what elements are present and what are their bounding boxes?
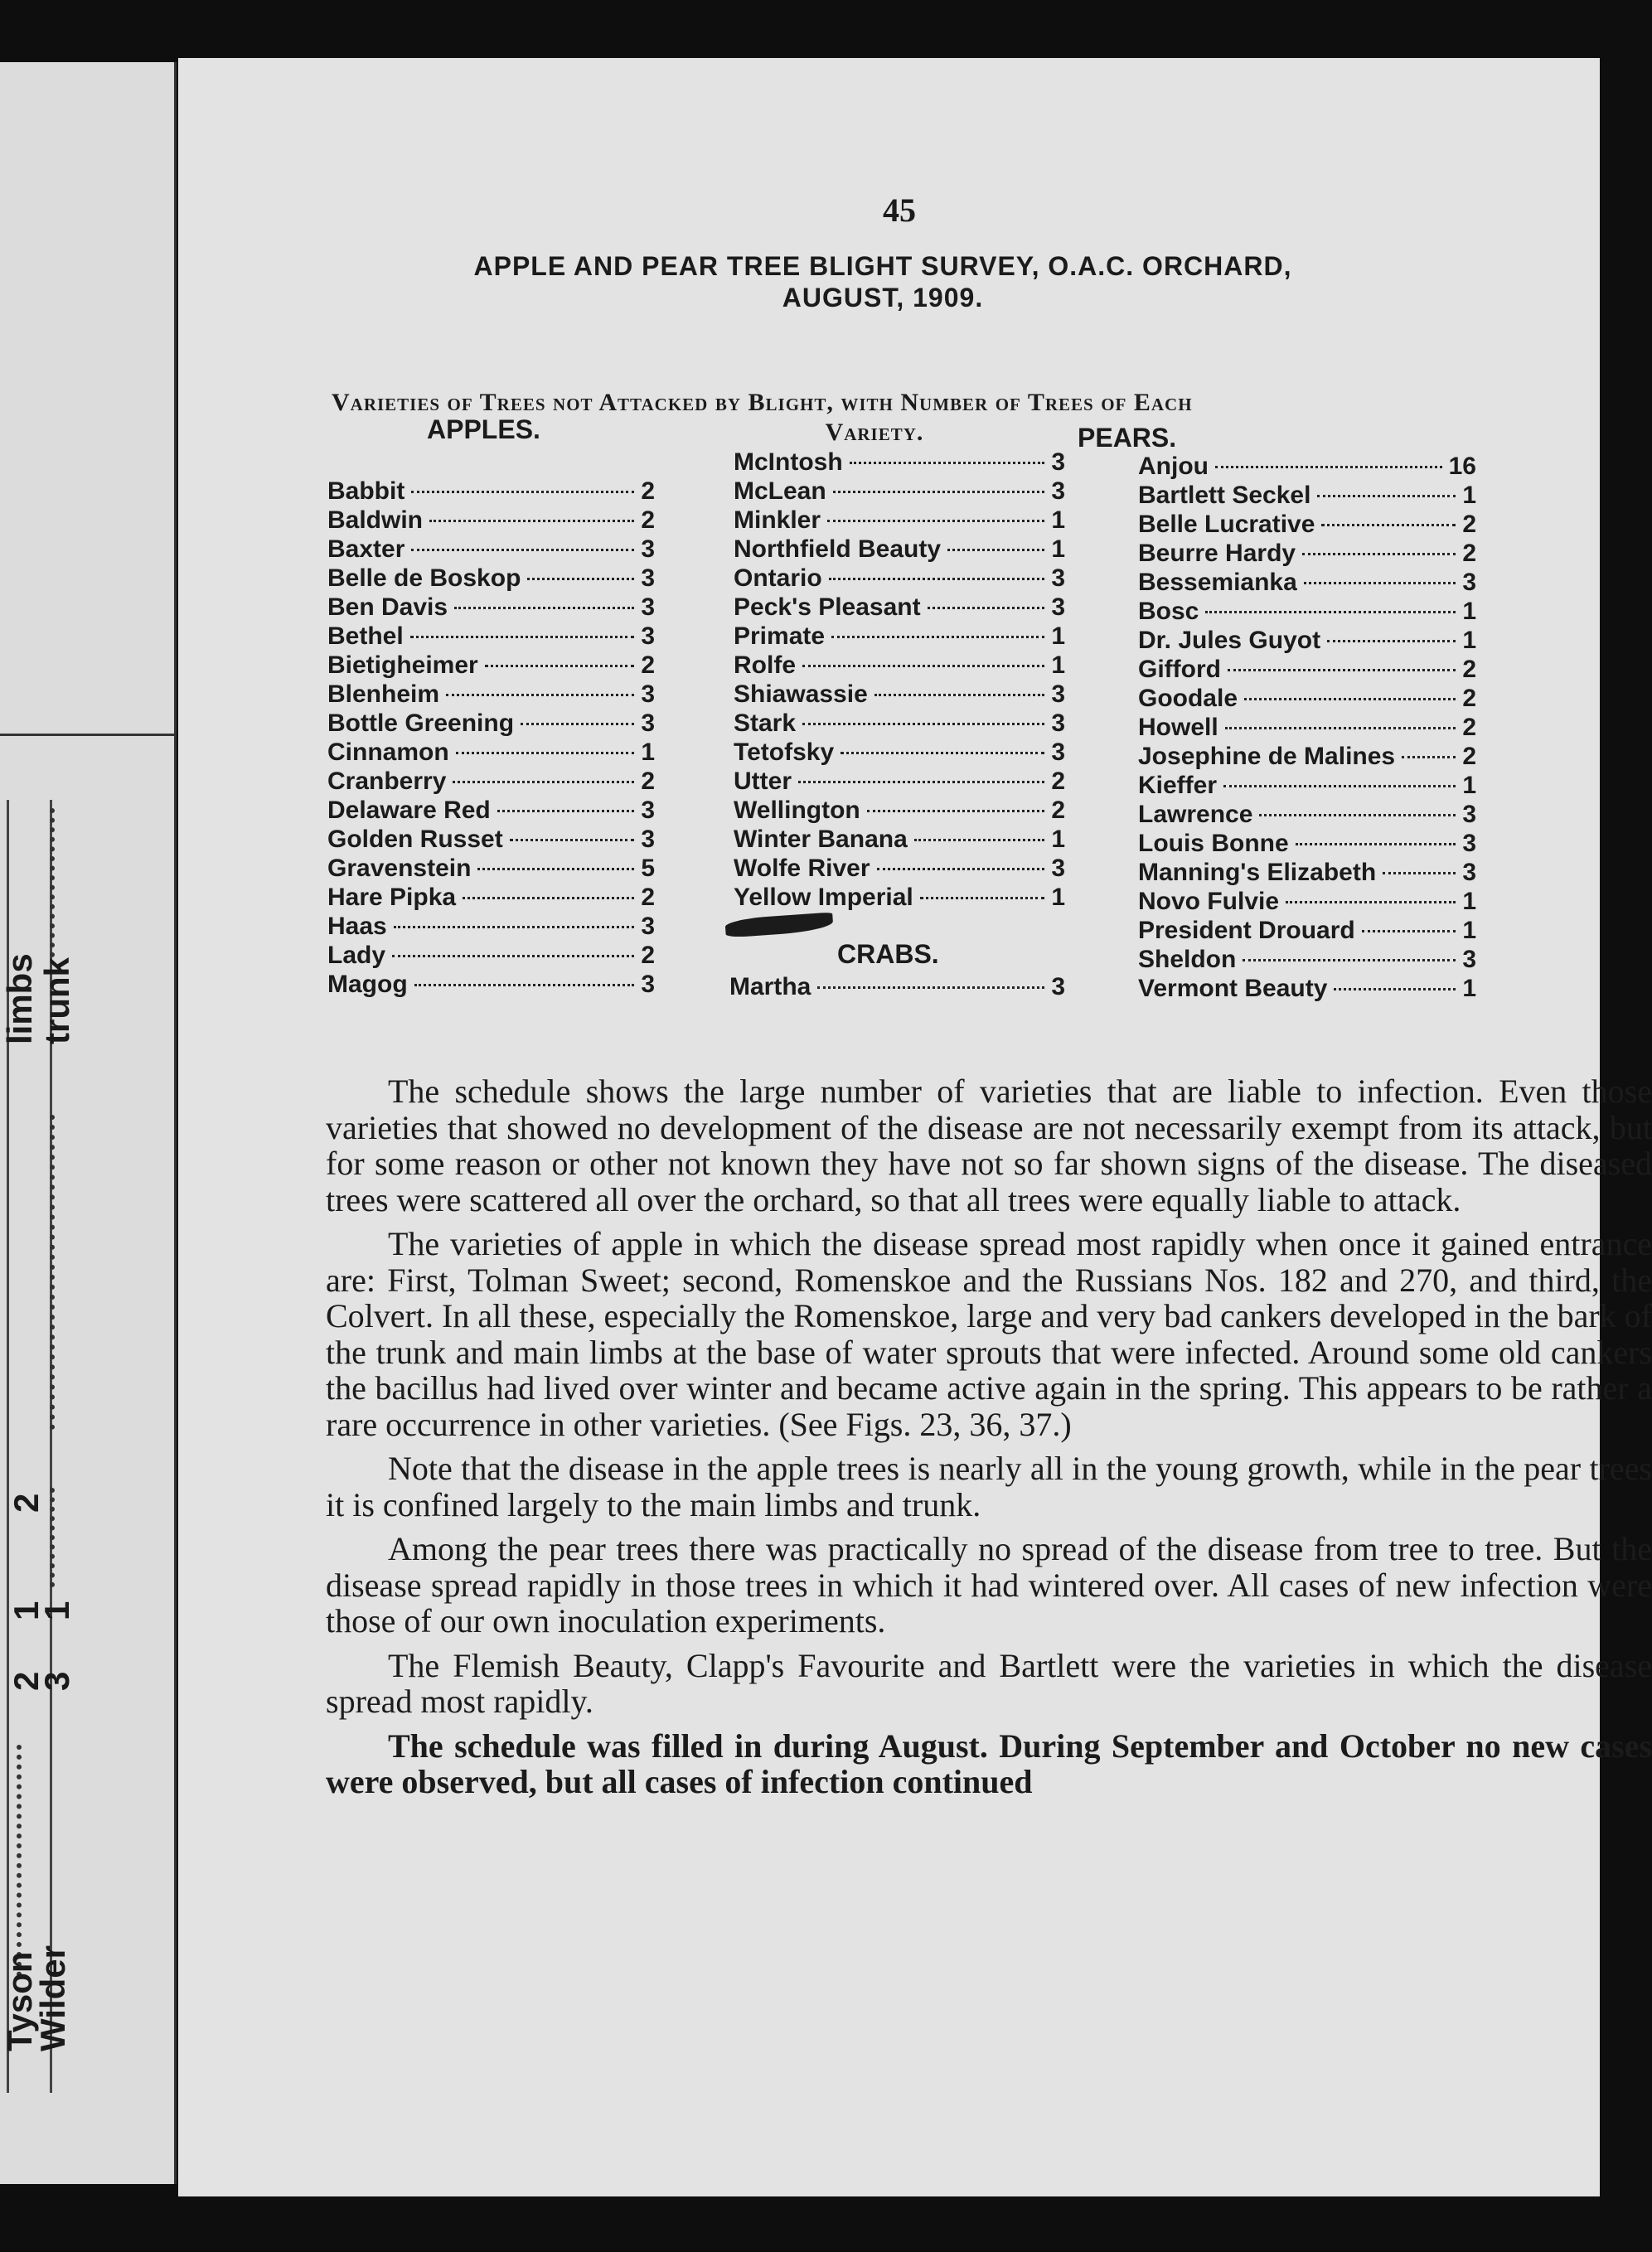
list-item bbox=[734, 825, 1065, 854]
tree-count: 3 bbox=[1051, 593, 1065, 621]
dot-leader bbox=[510, 839, 635, 841]
tree-count: 1 bbox=[1462, 627, 1476, 654]
variety-name: McLean bbox=[734, 477, 826, 505]
dot-leader bbox=[414, 984, 635, 986]
tree-count: 3 bbox=[641, 593, 655, 621]
variety-name: Utter bbox=[734, 768, 792, 795]
variety-name: Bethel bbox=[327, 622, 404, 650]
pears-list bbox=[1138, 452, 1476, 1003]
list-item bbox=[729, 972, 1065, 1001]
left-page-text: trunk bbox=[37, 957, 76, 1044]
list-item bbox=[327, 854, 655, 883]
tree-count: 2 bbox=[641, 768, 655, 795]
list-item bbox=[734, 448, 1065, 477]
variety-name: Minkler bbox=[734, 506, 821, 534]
variety-name: Peck's Pleasant bbox=[734, 593, 921, 621]
list-item bbox=[1138, 510, 1476, 539]
list-item bbox=[327, 564, 655, 593]
left-page-text: 3 bbox=[37, 1671, 76, 1691]
list-item bbox=[1138, 858, 1476, 887]
list-item bbox=[734, 535, 1065, 564]
list-item bbox=[327, 941, 655, 970]
list-item bbox=[734, 622, 1065, 651]
left-page-text: 2 bbox=[7, 1493, 46, 1513]
tree-count: 2 bbox=[641, 884, 655, 911]
tree-count: 3 bbox=[1051, 477, 1065, 505]
list-item bbox=[734, 680, 1065, 709]
dot-leader bbox=[521, 723, 634, 725]
dot-leader bbox=[429, 520, 634, 522]
tree-count: 2 bbox=[1462, 714, 1476, 741]
tree-count: 3 bbox=[1051, 739, 1065, 766]
tree-count: 2 bbox=[641, 651, 655, 679]
list-item bbox=[327, 506, 655, 535]
tree-count: 1 bbox=[1051, 651, 1065, 679]
list-item bbox=[734, 506, 1065, 535]
list-item bbox=[327, 912, 655, 941]
tree-count: 3 bbox=[1051, 564, 1065, 592]
variety-name: Goodale bbox=[1138, 685, 1238, 712]
dot-leader bbox=[802, 723, 1044, 725]
dot-leader bbox=[527, 578, 634, 580]
variety-name: Bessemianka bbox=[1138, 569, 1297, 596]
dot-leader bbox=[1228, 669, 1456, 671]
left-page-text: Wilder bbox=[33, 1945, 72, 2051]
paragraph: Among the pear trees there was practically no spread of the disease from tree to tree. But the disease spread rapidly in those trees in which it had wintered over. All cases of new infection were those of our own inoculation experiments. bbox=[326, 1530, 1652, 1639]
dot-leader bbox=[874, 694, 1045, 696]
dot-leader bbox=[477, 868, 634, 870]
variety-name: Ben Davis bbox=[327, 593, 448, 621]
tree-count: 2 bbox=[641, 477, 655, 505]
list-item bbox=[327, 680, 655, 709]
variety-name: Manning's Elizabeth bbox=[1138, 859, 1377, 886]
dot-leader bbox=[485, 665, 635, 667]
variety-name: Babbit bbox=[327, 477, 405, 505]
dot-leader bbox=[947, 549, 1044, 551]
variety-name: Cinnamon bbox=[327, 739, 449, 766]
variety-name: Yellow Imperial bbox=[734, 884, 913, 911]
apples-heading: APPLES. bbox=[427, 414, 540, 444]
dot-leader bbox=[394, 926, 635, 928]
left-page-fragment bbox=[0, 62, 177, 2184]
variety-name: Delaware Red bbox=[327, 797, 491, 824]
variety-name: Kieffer bbox=[1138, 772, 1218, 799]
paragraph: The Flemish Beauty, Clapp's Favourite and Bartlett were the varieties in which the disease spread most rapidly. bbox=[326, 1646, 1652, 1720]
dot-leader bbox=[1215, 466, 1442, 468]
tree-count: 2 bbox=[1462, 656, 1476, 683]
tree-count: 2 bbox=[641, 506, 655, 534]
list-item bbox=[327, 825, 655, 854]
variety-name: Dr. Jules Guyot bbox=[1138, 627, 1321, 654]
table-rule bbox=[0, 734, 174, 736]
dot-leader bbox=[456, 752, 635, 754]
variety-name: Howell bbox=[1138, 714, 1218, 741]
tree-count: 3 bbox=[1051, 710, 1065, 737]
tree-count: 3 bbox=[641, 826, 655, 853]
list-item bbox=[1138, 742, 1476, 771]
list-item bbox=[1138, 626, 1476, 655]
list-item bbox=[327, 709, 655, 738]
dot-leader bbox=[1286, 901, 1456, 903]
variety-name: Stark bbox=[734, 710, 797, 737]
dot-leader bbox=[1321, 524, 1456, 526]
apples-continued-list bbox=[734, 448, 1065, 912]
variety-name: Shiawassie bbox=[734, 680, 868, 708]
dot-leader bbox=[817, 986, 1044, 989]
paragraph: Note that the disease in the apple trees is nearly all in the young growth, while in the pear trees it is confined largely to the main limbs and trunk. bbox=[326, 1450, 1652, 1523]
dot-leader bbox=[50, 808, 60, 957]
left-page-text: limbs bbox=[0, 953, 39, 1044]
dot-leader bbox=[877, 868, 1045, 870]
variety-name: Belle de Boskop bbox=[327, 564, 521, 592]
tree-count: 1 bbox=[1462, 917, 1476, 944]
list-item bbox=[1138, 800, 1476, 829]
list-item bbox=[734, 651, 1065, 680]
variety-name: Anjou bbox=[1138, 453, 1209, 480]
list-item bbox=[327, 738, 655, 767]
list-item bbox=[327, 970, 655, 999]
variety-name: Ontario bbox=[734, 564, 822, 592]
list-item bbox=[1138, 568, 1476, 597]
variety-name: Josephine de Malines bbox=[1138, 743, 1396, 770]
tree-count: 3 bbox=[641, 797, 655, 824]
dot-leader bbox=[1402, 756, 1456, 758]
dot-leader bbox=[1223, 785, 1456, 787]
tree-count: 2 bbox=[1462, 511, 1476, 538]
tree-count: 1 bbox=[1462, 482, 1476, 509]
tree-count: 3 bbox=[1462, 830, 1476, 857]
variety-name: Rolfe bbox=[734, 651, 796, 679]
book-page bbox=[178, 58, 1652, 2196]
dot-leader bbox=[928, 607, 1045, 609]
list-item bbox=[327, 796, 655, 825]
variety-name: Magog bbox=[327, 971, 408, 998]
list-item bbox=[327, 535, 655, 564]
dot-leader bbox=[17, 1745, 27, 1977]
variety-name: Primate bbox=[734, 622, 826, 650]
dot-leader bbox=[920, 897, 1045, 899]
tree-count: 3 bbox=[1051, 855, 1065, 882]
variety-name: Golden Russet bbox=[327, 826, 503, 853]
tree-count: 2 bbox=[641, 942, 655, 969]
dot-leader bbox=[1327, 640, 1456, 642]
tree-count: 1 bbox=[1462, 975, 1476, 1002]
tree-count: 3 bbox=[641, 710, 655, 737]
tree-count: 2 bbox=[1051, 768, 1065, 795]
tree-count: 1 bbox=[1051, 622, 1065, 650]
dot-leader bbox=[1362, 930, 1456, 932]
list-item bbox=[734, 883, 1065, 912]
list-item bbox=[327, 477, 655, 506]
tree-count: 2 bbox=[1462, 743, 1476, 770]
variety-name: Lawrence bbox=[1138, 801, 1253, 828]
dot-leader bbox=[1383, 872, 1456, 874]
tree-count: 3 bbox=[641, 971, 655, 998]
ink-smudge bbox=[724, 912, 833, 937]
dot-leader bbox=[392, 955, 634, 957]
dot-leader bbox=[463, 897, 634, 899]
tree-count: 2 bbox=[1462, 540, 1476, 567]
dot-leader bbox=[827, 520, 1044, 522]
list-item bbox=[327, 767, 655, 796]
dot-leader bbox=[411, 491, 634, 493]
crabs-heading: CRABS. bbox=[837, 939, 939, 969]
tree-count: 3 bbox=[1462, 569, 1476, 596]
tree-count: 3 bbox=[1051, 448, 1065, 476]
list-item bbox=[734, 738, 1065, 767]
page-number: 45 bbox=[883, 191, 916, 229]
left-page-text: Tyson bbox=[0, 1951, 39, 2051]
list-item bbox=[327, 622, 655, 651]
dot-leader bbox=[1243, 959, 1456, 961]
list-item bbox=[734, 593, 1065, 622]
tree-count: 3 bbox=[1462, 946, 1476, 973]
list-item bbox=[1138, 655, 1476, 684]
tree-count: 1 bbox=[1462, 888, 1476, 915]
dot-leader bbox=[831, 636, 1044, 638]
tree-count: 1 bbox=[1051, 826, 1065, 853]
tree-count: 3 bbox=[641, 622, 655, 650]
left-page-text: 1 bbox=[37, 1601, 76, 1620]
list-item bbox=[1138, 684, 1476, 713]
variety-name: Baldwin bbox=[327, 506, 424, 534]
tree-count: 3 bbox=[641, 535, 655, 563]
dot-leader bbox=[1304, 582, 1456, 584]
list-item bbox=[327, 883, 655, 912]
tree-count: 1 bbox=[1051, 884, 1065, 911]
tree-count: 1 bbox=[1462, 772, 1476, 799]
variety-name: McIntosh bbox=[734, 448, 843, 476]
dot-leader bbox=[829, 578, 1045, 580]
dot-leader bbox=[446, 694, 634, 696]
pears-heading: PEARS. bbox=[1078, 423, 1177, 453]
paragraph: The schedule shows the large number of varieties that are liable to infection. Even those varieties that showed no development of the disease are not necessarily exempt from its attack, but for some reason or other not known they have not so far shown signs of the disease. The diseased trees were scattered all over the orchard, so that all trees were equally liable to attack. bbox=[326, 1073, 1652, 1218]
variety-name: Lady bbox=[327, 942, 386, 969]
variety-name: Wolfe River bbox=[734, 855, 870, 882]
tree-count: 3 bbox=[1051, 973, 1065, 1000]
list-item bbox=[327, 593, 655, 622]
variety-name: Sheldon bbox=[1138, 946, 1237, 973]
tree-count: 3 bbox=[641, 564, 655, 592]
list-item bbox=[1138, 829, 1476, 858]
list-item bbox=[734, 564, 1065, 593]
variety-name: Louis Bonne bbox=[1138, 830, 1289, 857]
variety-name: Bartlett Seckel bbox=[1138, 482, 1311, 509]
tree-count: 3 bbox=[641, 680, 655, 708]
tree-count: 16 bbox=[1448, 453, 1476, 480]
title-line-2: AUGUST, 1909. bbox=[782, 283, 984, 312]
list-item bbox=[734, 796, 1065, 825]
title-line-1: APPLE AND PEAR TREE BLIGHT SURVEY, O.A.C. ORCHARD, bbox=[473, 251, 1292, 281]
variety-name: Hare Pipka bbox=[327, 884, 457, 911]
variety-name: Vermont Beauty bbox=[1138, 975, 1328, 1002]
list-item bbox=[1138, 945, 1476, 974]
list-item bbox=[327, 651, 655, 680]
tree-count: 3 bbox=[641, 913, 655, 940]
crabs-list bbox=[729, 972, 1065, 1001]
dot-leader bbox=[454, 607, 634, 609]
dot-leader bbox=[914, 839, 1045, 841]
dot-leader bbox=[1259, 814, 1456, 816]
left-page-text: 1 bbox=[7, 1601, 46, 1620]
variety-name: Gravenstein bbox=[327, 855, 472, 882]
list-item bbox=[1138, 539, 1476, 568]
tree-count: 1 bbox=[641, 739, 655, 766]
dot-leader bbox=[497, 810, 635, 812]
tree-count: 1 bbox=[1462, 598, 1476, 625]
apples-list bbox=[327, 477, 655, 999]
dot-leader bbox=[411, 549, 634, 551]
tree-count: 2 bbox=[1462, 685, 1476, 712]
variety-name: Winter Banana bbox=[734, 826, 908, 853]
list-item bbox=[1138, 481, 1476, 510]
tree-count: 2 bbox=[1051, 797, 1065, 824]
dot-leader bbox=[798, 781, 1044, 783]
variety-name: Beurre Hardy bbox=[1138, 540, 1296, 567]
tree-count: 3 bbox=[1051, 680, 1065, 708]
variety-name: Blenheim bbox=[327, 680, 440, 708]
variety-name: Bietigheimer bbox=[327, 651, 478, 679]
variety-name: Northfield Beauty bbox=[734, 535, 942, 563]
tree-count: 1 bbox=[1051, 535, 1065, 563]
dot-leader bbox=[410, 636, 635, 638]
list-item bbox=[734, 767, 1065, 796]
dot-leader bbox=[802, 665, 1044, 667]
variety-name: Gifford bbox=[1138, 656, 1221, 683]
variety-name: Martha bbox=[729, 973, 811, 1000]
dot-leader bbox=[867, 810, 1045, 812]
dot-leader bbox=[1334, 988, 1456, 990]
dot-leader bbox=[841, 752, 1044, 754]
tree-count: 1 bbox=[1051, 506, 1065, 534]
list-item bbox=[734, 709, 1065, 738]
list-item bbox=[1138, 916, 1476, 945]
variety-name: Bosc bbox=[1138, 598, 1199, 625]
list-item bbox=[1138, 597, 1476, 626]
variety-name: Wellington bbox=[734, 797, 860, 824]
tree-count: 5 bbox=[641, 855, 655, 882]
list-item bbox=[1138, 452, 1476, 481]
variety-name: Tetofsky bbox=[734, 739, 835, 766]
dot-leader bbox=[50, 1488, 60, 1587]
dot-leader bbox=[1302, 553, 1456, 555]
left-page-text: 2 bbox=[7, 1671, 46, 1691]
tree-count: 3 bbox=[1462, 801, 1476, 828]
list-item bbox=[734, 477, 1065, 506]
list-item bbox=[1138, 887, 1476, 916]
tree-count: 3 bbox=[1462, 859, 1476, 886]
page-title bbox=[344, 250, 1422, 313]
dot-leader bbox=[850, 462, 1045, 464]
list-item bbox=[1138, 771, 1476, 800]
dot-leader bbox=[1244, 698, 1456, 700]
list-item bbox=[1138, 974, 1476, 1003]
subtitle-line-1: Varieties of Trees not Attacked by Blight, with Number of Trees of Each bbox=[332, 389, 1193, 416]
dot-leader bbox=[1317, 495, 1456, 497]
dot-leader bbox=[1205, 611, 1456, 613]
variety-name: Novo Fulvie bbox=[1138, 888, 1280, 915]
dot-leader bbox=[833, 491, 1045, 493]
variety-name: Bottle Greening bbox=[327, 710, 515, 737]
list-item bbox=[734, 854, 1065, 883]
variety-name: Cranberry bbox=[327, 768, 447, 795]
paragraph: The schedule was filled in during August. During September and October no new cases were observed, but all cases of infection continued bbox=[326, 1727, 1652, 1800]
body-text bbox=[326, 1073, 1652, 1809]
dot-leader bbox=[453, 781, 634, 783]
paragraph: The varieties of apple in which the disease spread most rapidly when once it gained entrance are: First, Tolman Sweet; second, Romenskoe and the Russians Nos. 182 and 270, and third, the Colvert. In all these, especially the Romenskoe, large and very bad cankers developed in the bark of the trunk and main limbs at the base of water sprouts that were infected. Around some old cankers the bacillus had lived over winter and became active again in the spring. This appears to be rather a rare occurrence in other varieties. (See Figs. 23, 36, 37.) bbox=[326, 1225, 1652, 1443]
subtitle-line-2: Variety. bbox=[825, 419, 924, 446]
dot-leader bbox=[1225, 727, 1456, 729]
variety-name: Belle Lucrative bbox=[1138, 511, 1315, 538]
variety-name: Haas bbox=[327, 913, 387, 940]
list-item bbox=[1138, 713, 1476, 742]
dot-leader bbox=[50, 1115, 60, 1430]
variety-name: President Drouard bbox=[1138, 917, 1355, 944]
variety-name: Baxter bbox=[327, 535, 405, 563]
dot-leader bbox=[1296, 843, 1456, 845]
